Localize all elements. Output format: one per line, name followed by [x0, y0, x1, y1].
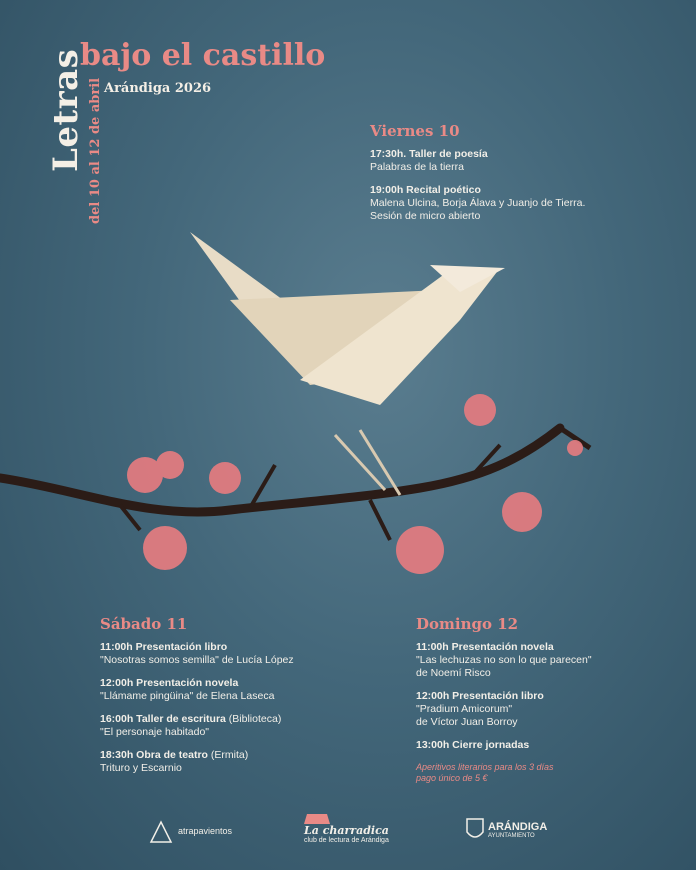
event-venue: (Ermita) [207, 749, 249, 761]
subtitle: bajo el castillo [80, 38, 326, 73]
event [416, 739, 686, 752]
event [370, 148, 670, 174]
day-title: Sábado 11 [100, 615, 188, 633]
event [416, 690, 686, 729]
event-title-row [100, 713, 390, 726]
event-title: 17:30h. Taller de poesía [370, 148, 488, 160]
event-detail: "Pradium Amicorum" [416, 703, 513, 715]
event-detail: "Llámame pingüina" de Elena Laseca [100, 690, 275, 702]
event-detail: "El personaje habitado" [100, 726, 210, 738]
event-detail: Sesión de micro abierto [370, 210, 481, 222]
logo-title: ARÁNDIGA [488, 821, 548, 833]
logo-arandiga [466, 818, 547, 842]
logo-subtitle: club de lectura de Arándiga [304, 837, 389, 844]
origami-bird-branch-illustration [0, 220, 696, 620]
day-sunday [416, 615, 686, 784]
event-title: 16:00h Taller de escritura [100, 713, 226, 725]
event-detail: de Noemí Risco [416, 667, 491, 679]
event-title-row [100, 749, 390, 762]
event-detail: "Las lechuzas no son lo que parecen" [416, 654, 592, 666]
event-detail: Palabras de la tierra [370, 161, 464, 173]
event-detail: "Nosotras somos semilla" de Lucía López [100, 654, 294, 666]
event-venue: (Biblioteca) [225, 713, 282, 725]
note-line: Aperitivos literarios para los 3 días [416, 762, 554, 772]
logo-atrapavientos [148, 818, 232, 844]
place-year: Arándiga 2026 [104, 81, 212, 96]
note-line: pago único de 5 € [416, 773, 488, 783]
event-title: 11:00h Presentación libro [100, 641, 228, 653]
dates-vertical: del 10 al 12 de abril [88, 77, 103, 224]
event-title: 12:00h Presentación libro [416, 690, 544, 702]
logo-text-block [488, 821, 547, 839]
event-detail: de Víctor Juan Borroy [416, 716, 518, 728]
event-title: 12:00h Presentación novela [100, 677, 239, 689]
event-detail: Malena Ulcina, Borja Álava y Juanjo de Tierra. [370, 197, 586, 209]
event [100, 677, 390, 703]
castle-icon [304, 814, 330, 824]
event [370, 184, 670, 223]
feather-icon [148, 818, 174, 844]
day-title: Domingo 12 [416, 615, 519, 633]
logo-text: atrapavientos [178, 826, 233, 836]
note [416, 762, 686, 784]
title-letras: Letras [46, 48, 86, 172]
branch-twig [370, 500, 390, 540]
event-title: 11:00h Presentación novela [416, 641, 554, 653]
day-title: Viernes 10 [370, 122, 460, 140]
bird-leg [335, 435, 385, 490]
day-saturday [100, 615, 390, 785]
logo-title: La charradica [304, 824, 389, 837]
event-title: 18:30h Obra de teatro [100, 749, 208, 761]
event [100, 749, 390, 775]
event [416, 641, 686, 680]
day-friday [370, 122, 670, 233]
shield-icon [466, 818, 484, 842]
event-title: 19:00h Recital poético [370, 184, 481, 196]
event [100, 713, 390, 739]
event [100, 641, 390, 667]
event-title: 13:00h Cierre jornadas [416, 739, 530, 751]
logo-subtitle: AYUNTAMIENTO [488, 833, 535, 839]
logo-la-charradica [304, 814, 389, 844]
event-detail: Trituro y Escarnio [100, 762, 182, 774]
blossom [127, 394, 583, 574]
